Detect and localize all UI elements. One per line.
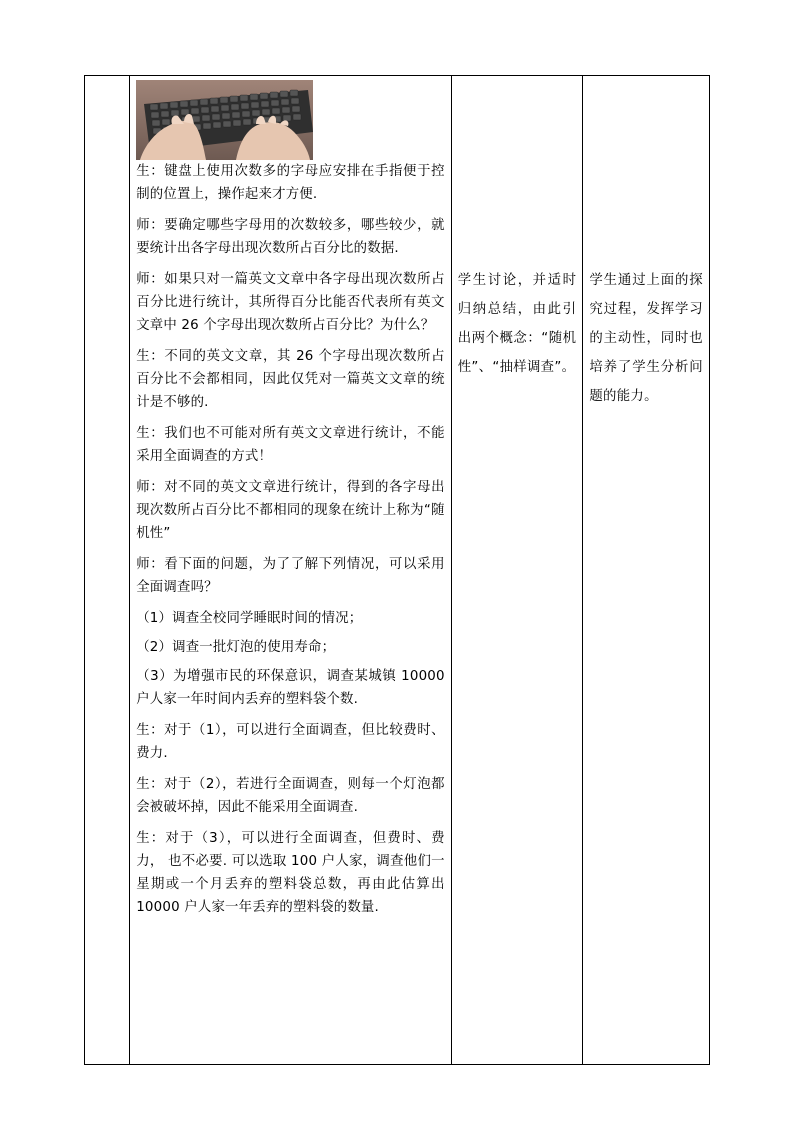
paragraph: （3）为增强市民的环保意识，调查某城镇 10000 户人家一年时间内丢弃的塑料袋个数. [136,669,445,707]
lesson-plan-table [84,75,710,1065]
paragraph: 生：对于（3），可以进行全面调查，但费时、费力， 也不必要. 可以选取 100 户人家，调查他们一星期或一个月丢弃的塑料袋总数，再由此估算出 10000 户人家一年丢弃的塑料袋的数量. [136,831,445,915]
table-row [85,76,710,1065]
design-intent-cell [583,76,710,1065]
student-activity-text: 学生讨论，并适时归纳总结，由此引出两个概念：“随机性”、“抽样调查”。 [457,273,577,375]
blank-cell [85,76,130,1065]
paragraph: 生：对于（1），可以进行全面调查，但比较费时、费力. [136,723,445,761]
paragraph: 师：对不同的英文文章进行统计，得到的各字母出现次数所占百分比不都相同的现象在统计上称为“随机性” [136,480,445,541]
paragraph: 师：看下面的问题，为了了解下列情况，可以采用全面调查吗？ [136,557,445,595]
paragraph: 生：我们也不可能对所有英文文章进行统计，不能采用全面调查的方式！ [136,426,445,464]
paragraph: （1）调查全校同学睡眠时间的情况； [136,611,363,626]
paragraph: 师：如果只对一篇英文文章中各字母出现次数所占百分比进行统计，其所得百分比能否代表所有英文文章中 26 个字母出现次数所占百分比？为什么？ [136,272,445,333]
dialogue-block [136,160,445,919]
design-intent-text: 学生通过上面的探究过程，发挥学习的主动性，同时也培养了学生分析问题的能力。 [589,273,703,404]
paragraph: 生：对于（2），若进行全面调查，则每一个灯泡都会被破坏掉，因此不能采用全面调查. [136,777,445,815]
paragraph: 师：要确定哪些字母用的次数较多，哪些较少，就要统计出各字母出现次数所占百分比的数据. [136,218,445,256]
paragraph: 生：键盘上使用次数多的字母应安排在手指便于控制的位置上，操作起来才方便. [136,164,445,202]
teaching-process-cell [130,76,452,1065]
paragraph: （2）调查一批灯泡的使用寿命； [136,640,336,655]
paragraph: 生：不同的英文文章，其 26 个字母出现次数所占百分比不会都相同，因此仅凭对一篇英文文章的统计是不够的. [136,349,445,410]
keyboard-typing-photo [136,80,313,160]
student-activity-cell [451,76,583,1065]
